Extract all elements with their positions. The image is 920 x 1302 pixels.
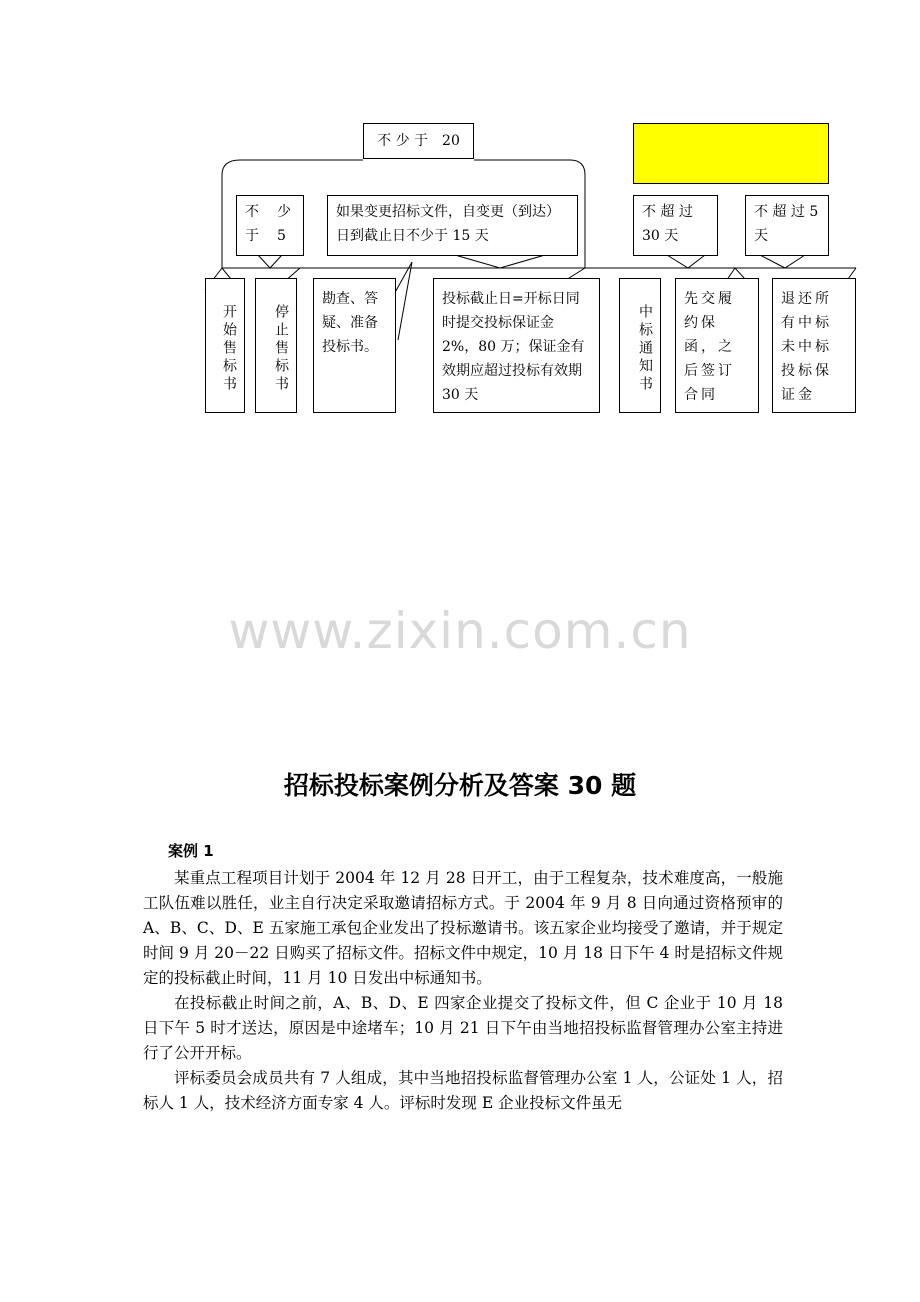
callout-max-5 xyxy=(745,195,829,256)
step-bid-deadline xyxy=(433,278,600,413)
step-bid-deadline-text: 投标截止日=开标日同时提交投标保证金 2%，80 万；保证金有效期应超过投标有效期 30 天 xyxy=(442,291,585,403)
case-label: 案例 1 xyxy=(168,842,214,860)
callout-min-5 xyxy=(236,195,309,256)
callout-change-docs xyxy=(327,195,578,256)
paragraph: 评标委员会成员共有 7 人组成，其中当地招投标监督管理办公室 1 人，公证处 1 人，招标人 1 人，技术经济方面专家 4 人。评标时发现 E 企业投标文件虽无 xyxy=(143,1069,783,1112)
case-body xyxy=(143,866,783,1116)
page-title: 招标投标案例分析及答案 30 题 xyxy=(283,771,637,800)
step-award-notice-text: 中标通知书 xyxy=(637,303,653,394)
step-award-notice xyxy=(619,278,661,413)
highlight-box xyxy=(633,123,829,184)
pointer-max30 xyxy=(667,255,705,268)
callout-min-5-text: 不 少 于 5 xyxy=(245,204,309,244)
watermark: www.zixin.com.cn xyxy=(228,602,692,660)
step-survey-text: 勘查、答疑、准备投标书。 xyxy=(322,291,378,355)
paragraph: 某重点工程项目计划于 2004 年 12 月 28 日开工，由于工程复杂，技术难度高，一般施工队伍难以胜任，业主自行决定采取邀请招标方式。于 2004 年 9 月 8 日向通过资格预审的 A、B、C、D、E 五家施工承包企业发出了投标邀请书。该五家企业均接受了邀请，并于规定时间 9 月 20－22 日购买了招标文件。招标文件中规定，10 月 18 日下午 4 时是招标文件规定的投标截止时间，11 月 10 日发出中标通知书。 xyxy=(143,869,783,987)
callout-max-5-text: 不 超 过 5 天 xyxy=(754,204,819,244)
step-contract xyxy=(675,278,759,413)
pointer-max5 xyxy=(760,255,805,268)
callout-change-docs-text: 如果变更招标文件，自变更（到达）日到截止日不少于 15 天 xyxy=(336,204,560,244)
top-note-box xyxy=(363,123,474,159)
step-start-sale-text: 开始售标书 xyxy=(221,303,237,394)
step-refund-text: 退还所有中标未中标投标保证金 xyxy=(781,291,832,403)
step-survey xyxy=(313,278,396,413)
pointer-change xyxy=(455,255,545,268)
callout-max-30 xyxy=(633,195,718,256)
top-note-text: 不 少 于 20 xyxy=(377,133,460,149)
step-start-sale xyxy=(205,278,245,413)
step-refund xyxy=(772,278,856,413)
step-stop-sale-text: 停止售标书 xyxy=(273,303,289,394)
callout-max-30-text: 不 超 过 30 天 xyxy=(642,204,693,244)
pointer-min5 xyxy=(258,255,282,268)
paragraph: 在投标截止时间之前，A、B、D、E 四家企业提交了投标文件，但 C 企业于 10 月 18 日下午 5 时才送达，原因是中途堵车；10 月 21 日下午由当地招投标监督管理办公室主持进行了公开开标。 xyxy=(143,994,783,1062)
step-contract-text: 先交履约保函，之后签订合同 xyxy=(684,291,735,403)
step-stop-sale xyxy=(255,278,297,413)
